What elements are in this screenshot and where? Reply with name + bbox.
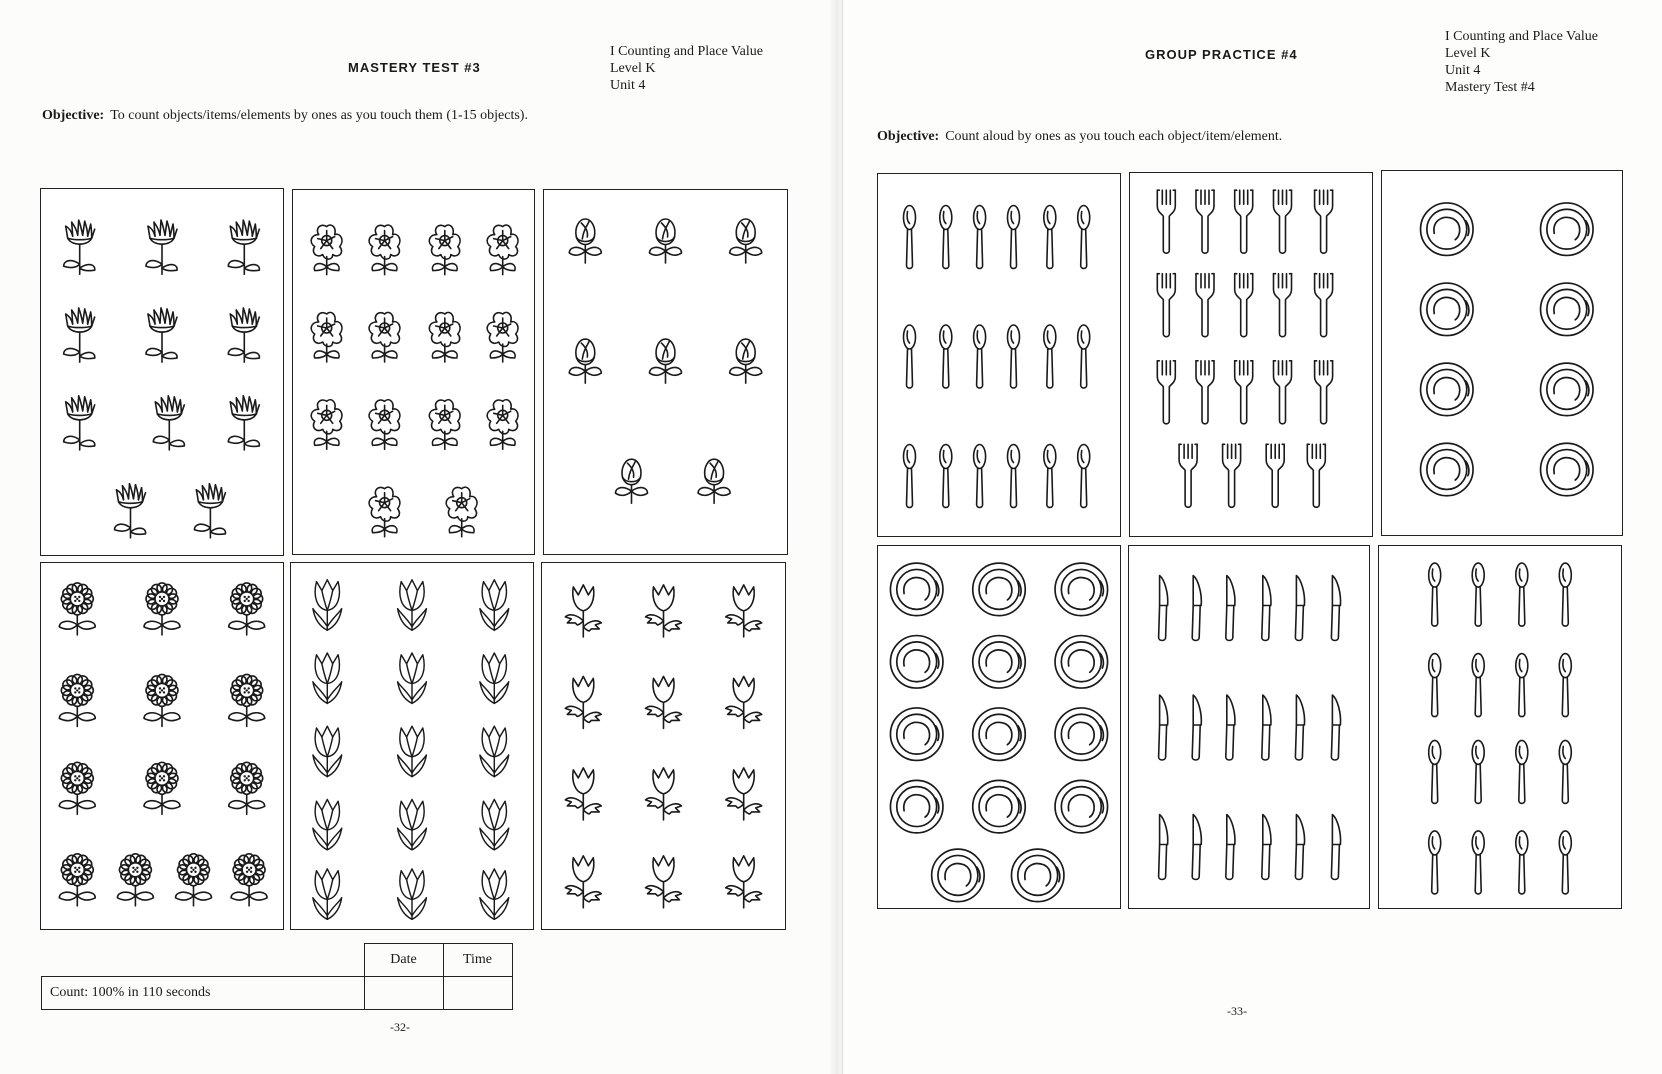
page-number: -32- bbox=[390, 1020, 410, 1034]
sunflower-item bbox=[59, 674, 95, 726]
fork-item bbox=[1223, 444, 1241, 507]
sunflower-item bbox=[59, 854, 95, 906]
fork-item bbox=[1274, 190, 1292, 253]
meta-line: I Counting and Place Value bbox=[610, 44, 763, 59]
bellflower-item bbox=[726, 856, 762, 908]
rosebud-flower-item bbox=[569, 219, 601, 263]
wild-rose-flower-item bbox=[311, 312, 342, 362]
page-number: -33- bbox=[1227, 1004, 1247, 1018]
fork-item bbox=[1179, 444, 1197, 507]
fork-item bbox=[1315, 274, 1333, 337]
meta-line: I Counting and Place Value bbox=[1445, 29, 1598, 44]
daisy-flower-item bbox=[228, 308, 259, 362]
plate-item bbox=[1421, 443, 1474, 496]
spoon-item bbox=[904, 445, 916, 508]
spoon-item bbox=[1044, 325, 1056, 388]
spoon-item bbox=[904, 325, 916, 388]
wild-rose-flower-item bbox=[369, 225, 400, 275]
spoon-item bbox=[974, 206, 986, 269]
plate-icon bbox=[1382, 171, 1622, 535]
counting-panel bbox=[290, 562, 534, 930]
spoon-item bbox=[1516, 563, 1528, 626]
spoon-item bbox=[1429, 831, 1441, 894]
daisy-flower-item bbox=[64, 220, 95, 274]
knife-item bbox=[1192, 695, 1201, 760]
date-header: Date bbox=[364, 944, 443, 977]
spoon-item bbox=[1559, 740, 1571, 803]
fork-item bbox=[1274, 274, 1292, 337]
meta-line: Level K bbox=[610, 61, 656, 76]
knife-item bbox=[1295, 815, 1304, 880]
plate-item bbox=[1541, 363, 1594, 416]
counting-panel bbox=[40, 562, 284, 930]
knife-item bbox=[1192, 576, 1201, 641]
bellflower-icon bbox=[542, 563, 785, 929]
knife-item bbox=[1159, 815, 1168, 880]
plate-item bbox=[890, 636, 943, 689]
page-title: GROUP PRACTICE #4 bbox=[1145, 47, 1298, 62]
bellflower-item bbox=[646, 585, 682, 637]
tulip-item bbox=[313, 653, 342, 703]
sunflower-icon bbox=[41, 563, 283, 929]
spoon-item bbox=[1008, 206, 1020, 269]
daisy-flower-item bbox=[64, 308, 95, 362]
page-title: MASTERY TEST #3 bbox=[348, 60, 481, 75]
plate-icon bbox=[878, 546, 1120, 908]
objective-label: Objective: bbox=[877, 129, 940, 144]
objective bbox=[42, 108, 528, 124]
counting-panel bbox=[877, 173, 1121, 537]
bellflower-item bbox=[565, 585, 601, 637]
fork-item bbox=[1235, 190, 1253, 253]
sunflower-item bbox=[231, 854, 267, 906]
daisy-flower-item bbox=[64, 396, 95, 450]
fork-item bbox=[1157, 361, 1175, 424]
plate-item bbox=[973, 780, 1026, 833]
score-table bbox=[41, 943, 513, 1010]
knife-item bbox=[1331, 815, 1340, 880]
wild-rose-flower-item bbox=[446, 487, 477, 537]
fork-icon bbox=[1130, 173, 1372, 536]
counting-panel bbox=[877, 545, 1121, 909]
spoon-item bbox=[974, 325, 986, 388]
rosebud-flower-icon bbox=[544, 190, 787, 554]
spoon-item bbox=[940, 445, 952, 508]
fork-item bbox=[1196, 274, 1214, 337]
wild-rose-flower-item bbox=[369, 312, 400, 362]
fork-item bbox=[1196, 361, 1214, 424]
wild-rose-flower-item bbox=[429, 225, 460, 275]
bellflower-item bbox=[726, 585, 762, 637]
tulip-item bbox=[398, 869, 427, 919]
spoon-item bbox=[1516, 654, 1528, 717]
daisy-flower-item bbox=[146, 220, 177, 274]
right-page bbox=[842, 0, 1662, 1074]
spoon-item bbox=[1472, 831, 1484, 894]
daisy-flower-item bbox=[115, 484, 146, 538]
tulip-item bbox=[313, 726, 342, 776]
page-meta bbox=[610, 43, 763, 94]
spoon-item bbox=[904, 206, 916, 269]
spoon-item bbox=[1078, 325, 1090, 388]
knife-item bbox=[1226, 695, 1235, 760]
wild-rose-flower-item bbox=[369, 400, 400, 450]
plate-item bbox=[973, 636, 1026, 689]
bellflower-item bbox=[646, 768, 682, 820]
tulip-item bbox=[313, 869, 342, 919]
daisy-flower-item bbox=[146, 308, 177, 362]
knife-icon bbox=[1129, 546, 1369, 908]
spoon-item bbox=[1516, 831, 1528, 894]
objective bbox=[877, 129, 1282, 145]
plate-item bbox=[890, 563, 943, 616]
spoon-item bbox=[1559, 654, 1571, 717]
plate-item bbox=[1541, 203, 1594, 256]
knife-item bbox=[1226, 815, 1235, 880]
spoon-icon bbox=[878, 174, 1120, 536]
meta-line: Unit 4 bbox=[1445, 63, 1481, 78]
knife-item bbox=[1262, 695, 1271, 760]
fork-item bbox=[1307, 444, 1325, 507]
fork-item bbox=[1196, 190, 1214, 253]
plate-item bbox=[1541, 283, 1594, 336]
wild-rose-flower-item bbox=[429, 400, 460, 450]
daisy-flower-item bbox=[228, 396, 259, 450]
spoon-item bbox=[1044, 206, 1056, 269]
fork-item bbox=[1315, 190, 1333, 253]
tulip-item bbox=[313, 580, 342, 630]
meta-line: Unit 4 bbox=[610, 78, 646, 93]
tulip-item bbox=[480, 799, 509, 849]
time-header: Time bbox=[443, 944, 512, 977]
rosebud-flower-item bbox=[616, 459, 648, 503]
fork-item bbox=[1266, 444, 1284, 507]
spoon-item bbox=[1472, 740, 1484, 803]
rosebud-flower-item bbox=[650, 219, 682, 263]
tulip-item bbox=[480, 869, 509, 919]
bellflower-item bbox=[646, 676, 682, 728]
spoon-item bbox=[1078, 445, 1090, 508]
spoon-item bbox=[940, 325, 952, 388]
bellflower-item bbox=[726, 676, 762, 728]
tulip-item bbox=[480, 653, 509, 703]
fork-item bbox=[1315, 361, 1333, 424]
meta-line: Mastery Test #4 bbox=[1445, 80, 1535, 95]
daisy-flower-icon bbox=[41, 189, 283, 555]
criterion-cell: Count: 100% in 110 seconds bbox=[42, 977, 365, 1010]
spoon-item bbox=[974, 445, 986, 508]
objective-text: Count aloud by ones as you touch each object/item/element. bbox=[945, 129, 1283, 144]
spoon-item bbox=[1429, 654, 1441, 717]
rosebud-flower-item bbox=[650, 339, 682, 383]
knife-item bbox=[1295, 695, 1304, 760]
tulip-icon bbox=[291, 563, 533, 929]
knife-item bbox=[1262, 576, 1271, 641]
spoon-item bbox=[1559, 831, 1571, 894]
spoon-icon bbox=[1379, 546, 1621, 908]
counting-panel bbox=[1378, 545, 1622, 909]
daisy-flower-item bbox=[153, 396, 184, 450]
bellflower-item bbox=[565, 676, 601, 728]
tulip-item bbox=[398, 799, 427, 849]
spoon-item bbox=[1472, 563, 1484, 626]
rosebud-flower-item bbox=[698, 459, 730, 503]
rosebud-flower-item bbox=[730, 339, 762, 383]
sunflower-item bbox=[117, 854, 153, 906]
time-cell[interactable] bbox=[443, 977, 512, 1010]
fork-item bbox=[1274, 361, 1292, 424]
spoon-item bbox=[1008, 325, 1020, 388]
counting-panel bbox=[292, 189, 535, 555]
plate-item bbox=[973, 708, 1026, 761]
plate-item bbox=[1421, 363, 1474, 416]
plate-item bbox=[1055, 563, 1108, 616]
sunflower-item bbox=[144, 583, 180, 635]
fork-item bbox=[1235, 274, 1253, 337]
spoon-item bbox=[1472, 654, 1484, 717]
tulip-item bbox=[313, 799, 342, 849]
sunflower-item bbox=[229, 583, 265, 635]
daisy-flower-item bbox=[194, 484, 225, 538]
spoon-item bbox=[1044, 445, 1056, 508]
spoon-item bbox=[1078, 206, 1090, 269]
wild-rose-flower-item bbox=[369, 487, 400, 537]
wild-rose-flower-item bbox=[311, 225, 342, 275]
counting-panel bbox=[40, 188, 284, 556]
plate-item bbox=[1421, 283, 1474, 336]
spoon-item bbox=[1516, 740, 1528, 803]
spoon-item bbox=[1429, 740, 1441, 803]
plate-item bbox=[890, 708, 943, 761]
spoon-item bbox=[940, 206, 952, 269]
plate-item bbox=[1055, 708, 1108, 761]
wild-rose-flower-item bbox=[487, 225, 518, 275]
tulip-item bbox=[480, 726, 509, 776]
sunflower-item bbox=[229, 674, 265, 726]
rosebud-flower-item bbox=[569, 339, 601, 383]
plate-item bbox=[973, 563, 1026, 616]
knife-item bbox=[1192, 815, 1201, 880]
page-meta bbox=[1445, 28, 1598, 96]
sunflower-item bbox=[59, 583, 95, 635]
spoon-item bbox=[1429, 563, 1441, 626]
counting-panel bbox=[1128, 545, 1370, 909]
counting-panel bbox=[1381, 170, 1623, 536]
sunflower-item bbox=[144, 674, 180, 726]
daisy-flower-item bbox=[228, 220, 259, 274]
plate-item bbox=[890, 780, 943, 833]
fork-item bbox=[1157, 190, 1175, 253]
plate-item bbox=[1055, 636, 1108, 689]
sunflower-item bbox=[144, 762, 180, 814]
wild-rose-flower-item bbox=[429, 312, 460, 362]
knife-item bbox=[1159, 695, 1168, 760]
counting-panel bbox=[541, 562, 786, 930]
fork-item bbox=[1235, 361, 1253, 424]
knife-item bbox=[1159, 576, 1168, 641]
sunflower-item bbox=[59, 762, 95, 814]
plate-item bbox=[1421, 203, 1474, 256]
knife-item bbox=[1226, 576, 1235, 641]
tulip-item bbox=[398, 580, 427, 630]
knife-item bbox=[1262, 815, 1271, 880]
objective-text: To count objects/items/elements by ones as you touch them (1-15 objects). bbox=[110, 108, 528, 123]
plate-item bbox=[1541, 443, 1594, 496]
bellflower-item bbox=[565, 856, 601, 908]
counting-panel bbox=[543, 189, 788, 555]
spoon-item bbox=[1008, 445, 1020, 508]
plate-item bbox=[1055, 780, 1108, 833]
plate-item bbox=[932, 849, 985, 902]
bellflower-item bbox=[565, 768, 601, 820]
bellflower-item bbox=[646, 856, 682, 908]
knife-item bbox=[1295, 576, 1304, 641]
tulip-item bbox=[398, 726, 427, 776]
wild-rose-flower-icon bbox=[293, 190, 534, 554]
date-cell[interactable] bbox=[364, 977, 443, 1010]
tulip-item bbox=[480, 580, 509, 630]
knife-item bbox=[1331, 695, 1340, 760]
plate-item bbox=[1011, 849, 1063, 902]
spoon-item bbox=[1559, 563, 1571, 626]
wild-rose-flower-item bbox=[487, 400, 518, 450]
sunflower-item bbox=[176, 854, 212, 906]
wild-rose-flower-item bbox=[487, 312, 518, 362]
fork-item bbox=[1157, 274, 1175, 337]
meta-line: Level K bbox=[1445, 46, 1491, 61]
rosebud-flower-item bbox=[730, 219, 762, 263]
objective-label: Objective: bbox=[42, 108, 105, 123]
knife-item bbox=[1331, 576, 1340, 641]
counting-panel bbox=[1129, 172, 1373, 537]
sunflower-item bbox=[229, 762, 265, 814]
tulip-item bbox=[398, 653, 427, 703]
wild-rose-flower-item bbox=[311, 400, 342, 450]
bellflower-item bbox=[726, 768, 762, 820]
